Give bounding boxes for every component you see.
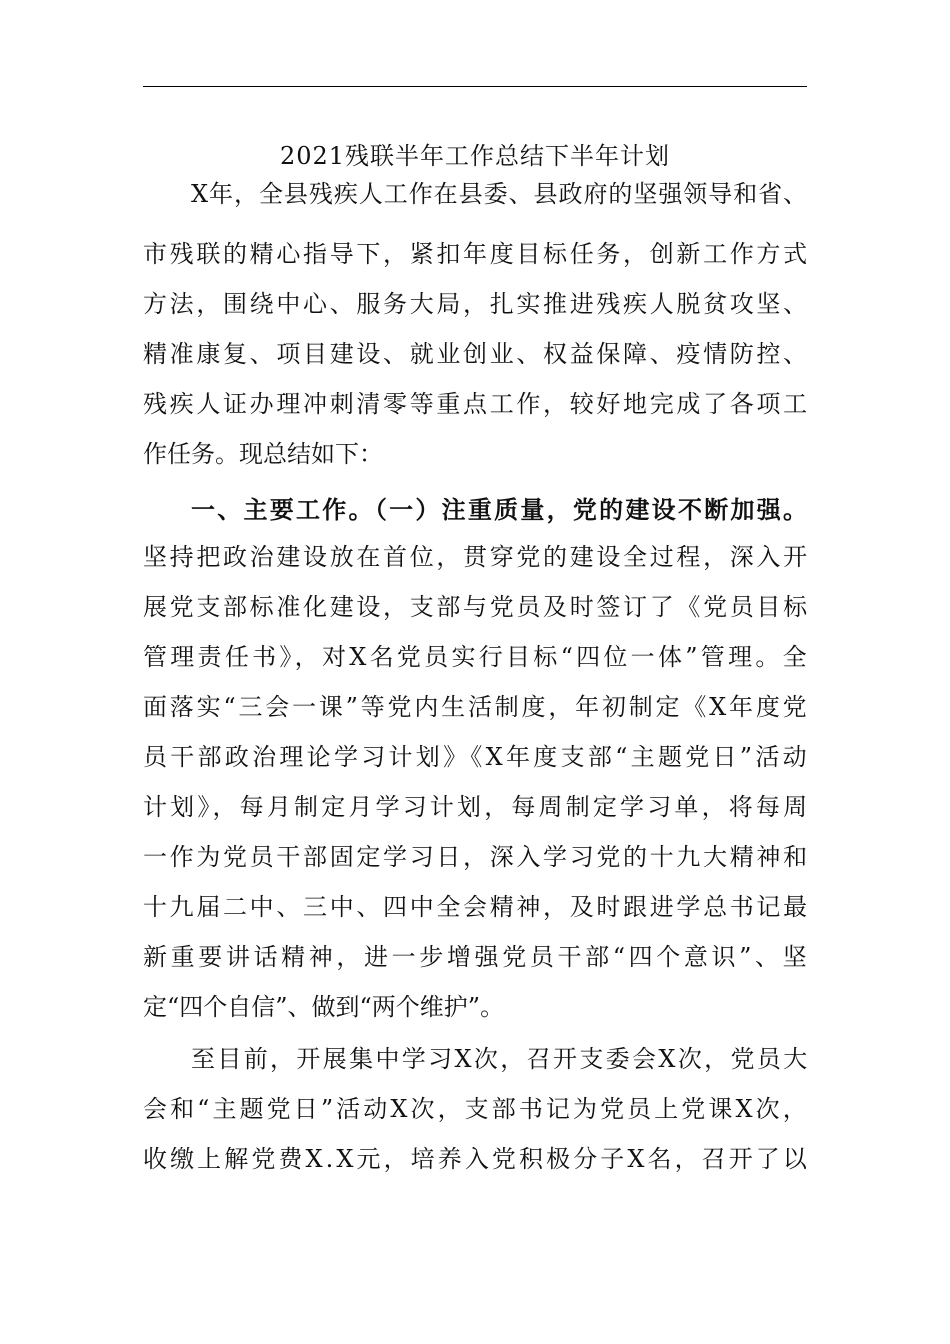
- intro-line: 精准康复、项目建设、就业创业、权益保障、疫情防控、: [143, 340, 810, 368]
- body-line: 一作为党员干部固定学习日，深入学习党的十九大精神和: [143, 843, 810, 871]
- progress-line: 收缴上解党费X.X元，培养入党积极分子X名，召开了以: [143, 1145, 810, 1173]
- body-line: 定“四个自信”、做到“两个维护”。: [143, 993, 505, 1021]
- section-heading: 一、主要工作。（一）注重质量，党的建设不断加强。: [191, 495, 810, 524]
- body-line: 新重要讲话精神，进一步增强党员干部“四个意识”、坚: [143, 943, 811, 971]
- intro-line: X年，全县残疾人工作在县委、县政府的坚强领导和省、: [191, 180, 809, 208]
- body-line: 面落实“三会一课”等党内生活制度，年初制定《X年度党: [143, 693, 810, 721]
- body-line: 十九届二中、三中、四中全会精神，及时跟进学总书记最: [143, 893, 810, 921]
- intro-line: 方法，围绕中心、服务大局，扎实推进残疾人脱贫攻坚、: [143, 290, 810, 318]
- intro-line: 市残联的精心指导下，紧扣年度目标任务，创新工作方式: [143, 240, 810, 268]
- body-line: 管理责任书》，对X名党员实行目标“四位一体”管理。全: [143, 643, 810, 671]
- header-rule: [143, 86, 807, 87]
- intro-line: 残疾人证办理冲刺清零等重点工作，较好地完成了各项工: [143, 390, 810, 418]
- body-line: 员干部政治理论学习计划》《X年度支部“主题党日”活动: [143, 743, 810, 771]
- progress-line: 至目前，开展集中学习X次，召开支委会X次，党员大: [191, 1045, 810, 1073]
- body-line: 展党支部标准化建设，支部与党员及时签订了《党员目标: [143, 593, 810, 621]
- intro-line: 作任务。现总结如下：: [143, 440, 383, 468]
- body-line: 计划》，每月制定月学习计划，每周制定学习单，将每周: [143, 793, 811, 821]
- body-line: 坚持把政治建设放在首位，贯穿党的建设全过程，深入开: [143, 543, 810, 571]
- document-title: 2021残联半年工作总结下半年计划: [279, 142, 671, 170]
- progress-line: 会和“主题党日”活动X次，支部书记为党员上党课X次，: [143, 1095, 810, 1123]
